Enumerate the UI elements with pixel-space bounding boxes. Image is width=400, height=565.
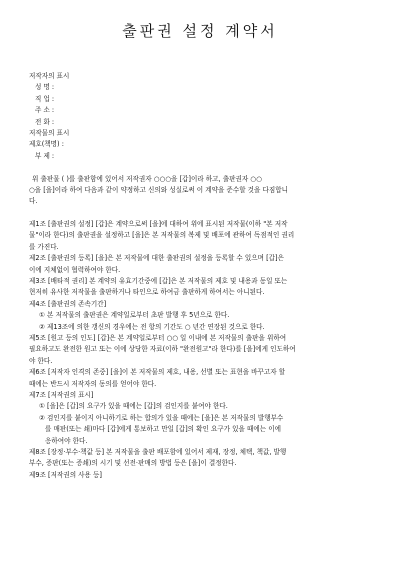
- article-9: 제9조 [저작권의 사용 등]: [29, 470, 102, 479]
- article-3-cont: 현저히 유사한 저작물을 출판하거나 타인으로 하여금 출판하게 하여서는 아니된다.: [29, 288, 265, 297]
- author-job-field: 직 업 :: [35, 94, 55, 103]
- article-1-cont: 를 가진다.: [29, 242, 59, 251]
- article-1-cont: 물"이라 한다)의 출판권을 설정하고 [을]은 본 저작물의 복제 및 배포에 관하여 독점적인 권리: [29, 231, 295, 240]
- article-6-cont: 때에는 반드시 저작자의 동의를 얻어야 한다.: [29, 379, 157, 388]
- article-5-cont: 필요하고도 완전한 원고 또는 이에 상당한 자료(이하 "완전원고"라 한다)를 [을]에게 인도하여: [29, 345, 296, 354]
- article-4-item-1: ① 본 저작물의 출판권은 계약일로부터 초판 발행 후 5년으로 한다.: [39, 311, 230, 320]
- article-2: 제2조 [출판권의 등록] [을]은 본 저작물에 대한 출판권의 설정을 등록할 수 있으며 [갑]은: [29, 254, 284, 263]
- work-title-field: 제호(책명) :: [29, 140, 64, 149]
- article-1: 제1조 [출판권의 설정] [갑]은 계약으로써 [을]에 대하여 위에 표시된 저작물(이하 "본 저작: [29, 220, 288, 229]
- article-7: 제7조 [저작권의 표시]: [29, 390, 94, 399]
- author-address-field: 주 소 :: [35, 106, 55, 115]
- article-2-cont: 이에 지체없이 협력하여야 한다.: [29, 265, 121, 274]
- article-4-item-2: ② 제13조에 의한 갱신의 경우에는 전 항의 기간도 ○ 년간 연장된 것으로 한다.: [39, 322, 265, 331]
- article-5-cont: 야 한다.: [29, 356, 53, 365]
- article-7-item-2-cont: 응하여야 한다.: [45, 436, 88, 445]
- article-6: 제6조 [저작자 인격의 존중] [을]이 본 저작물의 제호, 내용, 선별 또는 표현을 바꾸고자 할: [29, 368, 286, 377]
- author-name-field: 성 명 :: [35, 83, 55, 92]
- article-8-cont: 부수, 증판(또는 증쇄)의 시기 및 선전·판매의 방법 등은 [을]이 결정한다.: [29, 459, 237, 468]
- article-7-item-2-cont: 를 매판(또는 쇄)마다 [갑]에게 통보하고 만일 [갑]의 확인 요구가 있을 때에는 이에: [45, 425, 281, 434]
- author-phone-field: 전 화 :: [35, 117, 55, 126]
- preamble-line: 다.: [29, 197, 38, 206]
- work-section-heading: 저작물의 표시: [29, 128, 70, 137]
- article-3: 제3조 [배타적 권리] 본 계약의 유효기간중에 [갑]은 본 저작물의 제호 및 내용과 동일 또는: [29, 277, 288, 286]
- author-section-heading: 저작자의 표시: [29, 72, 70, 80]
- article-7-item-1: ① [을]은 [갑]의 요구가 있을 때에는 [갑]의 검인지를 붙여야 한다.: [39, 402, 228, 411]
- preamble-line: 위 출판물 ( )를 출판함에 있어서 저작권자 ○○○을 [갑]이라 하고, 출판권자 ○○: [32, 174, 262, 183]
- article-7-item-2: ② 검인지를 붙이지 아니하기로 하는 합의가 있을 때에는 [을]은 본 저작물의 발행부수: [39, 413, 284, 422]
- document-body: [29, 71, 377, 481]
- article-8: 제8조 [장정·부수·책값 등] 본 저작물을 출판 배포함에 있어서 제재, 장정, 체택, 책값, 발행: [29, 447, 287, 456]
- preamble-line: ○을 [을]이라 하여 다음과 같이 약정하고 신의와 성실로써 이 계약을 준수할 것을 다짐합니: [29, 185, 288, 194]
- article-5: 제5조 [원고 등의 인도] [갑]은 본 계약일로부터 ○○ 일 이내에 본 저작물의 출판을 위하여: [29, 333, 287, 342]
- work-subtitle-field: 부 제 :: [35, 151, 55, 160]
- document-title: 출판권 설정 계약서: [122, 22, 278, 40]
- article-4: 제4조 [출판권의 존속기간]: [29, 299, 107, 308]
